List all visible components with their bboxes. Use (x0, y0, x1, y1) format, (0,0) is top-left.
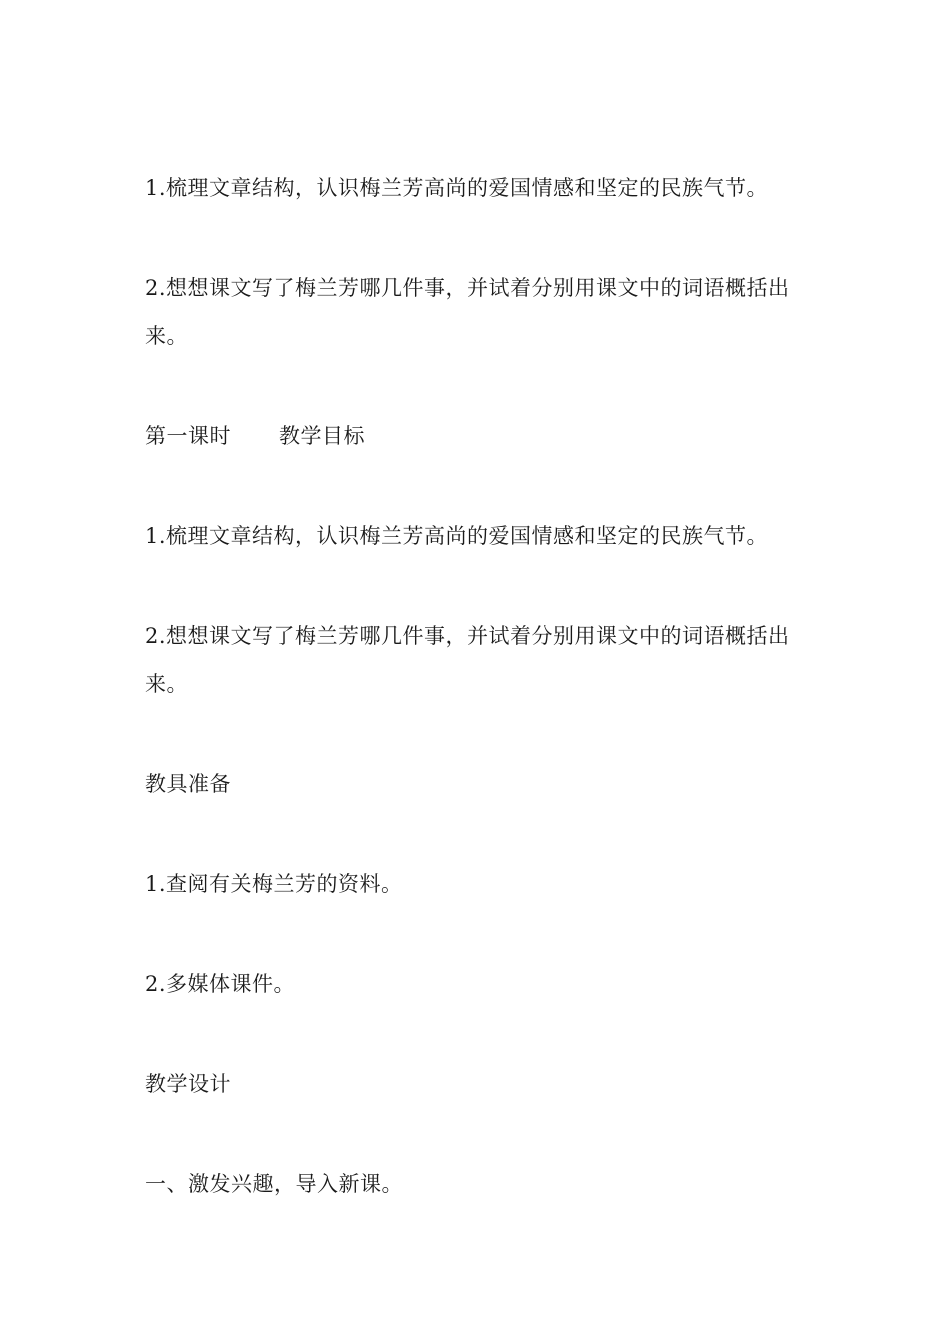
goal-item-2-repeat: 2.想想课文写了梅兰芳哪几件事，并试着分别用课文中的词语概括出来。 (145, 624, 790, 696)
lesson-label: 第一课时 (145, 424, 231, 448)
lesson-goal-label: 教学目标 (279, 424, 365, 448)
design-step-1: 一、激发兴趣，导入新课。 (145, 1172, 403, 1196)
lesson-heading (145, 412, 815, 460)
prep-item-1: 1.查阅有关梅兰芳的资料。 (145, 872, 403, 896)
goal-item-2: 2.想想课文写了梅兰芳哪几件事，并试着分别用课文中的词语概括出来。 (145, 276, 790, 348)
prep-heading: 教具准备 (145, 772, 231, 796)
goal-item-1-repeat: 1.梳理文章结构，认识梅兰芳高尚的爱国情感和坚定的民族气节。 (145, 524, 769, 548)
prep-item-2: 2.多媒体课件。 (145, 972, 296, 996)
goal-item-1: 1.梳理文章结构，认识梅兰芳高尚的爱国情感和坚定的民族气节。 (145, 176, 769, 200)
design-heading: 教学设计 (145, 1072, 231, 1096)
